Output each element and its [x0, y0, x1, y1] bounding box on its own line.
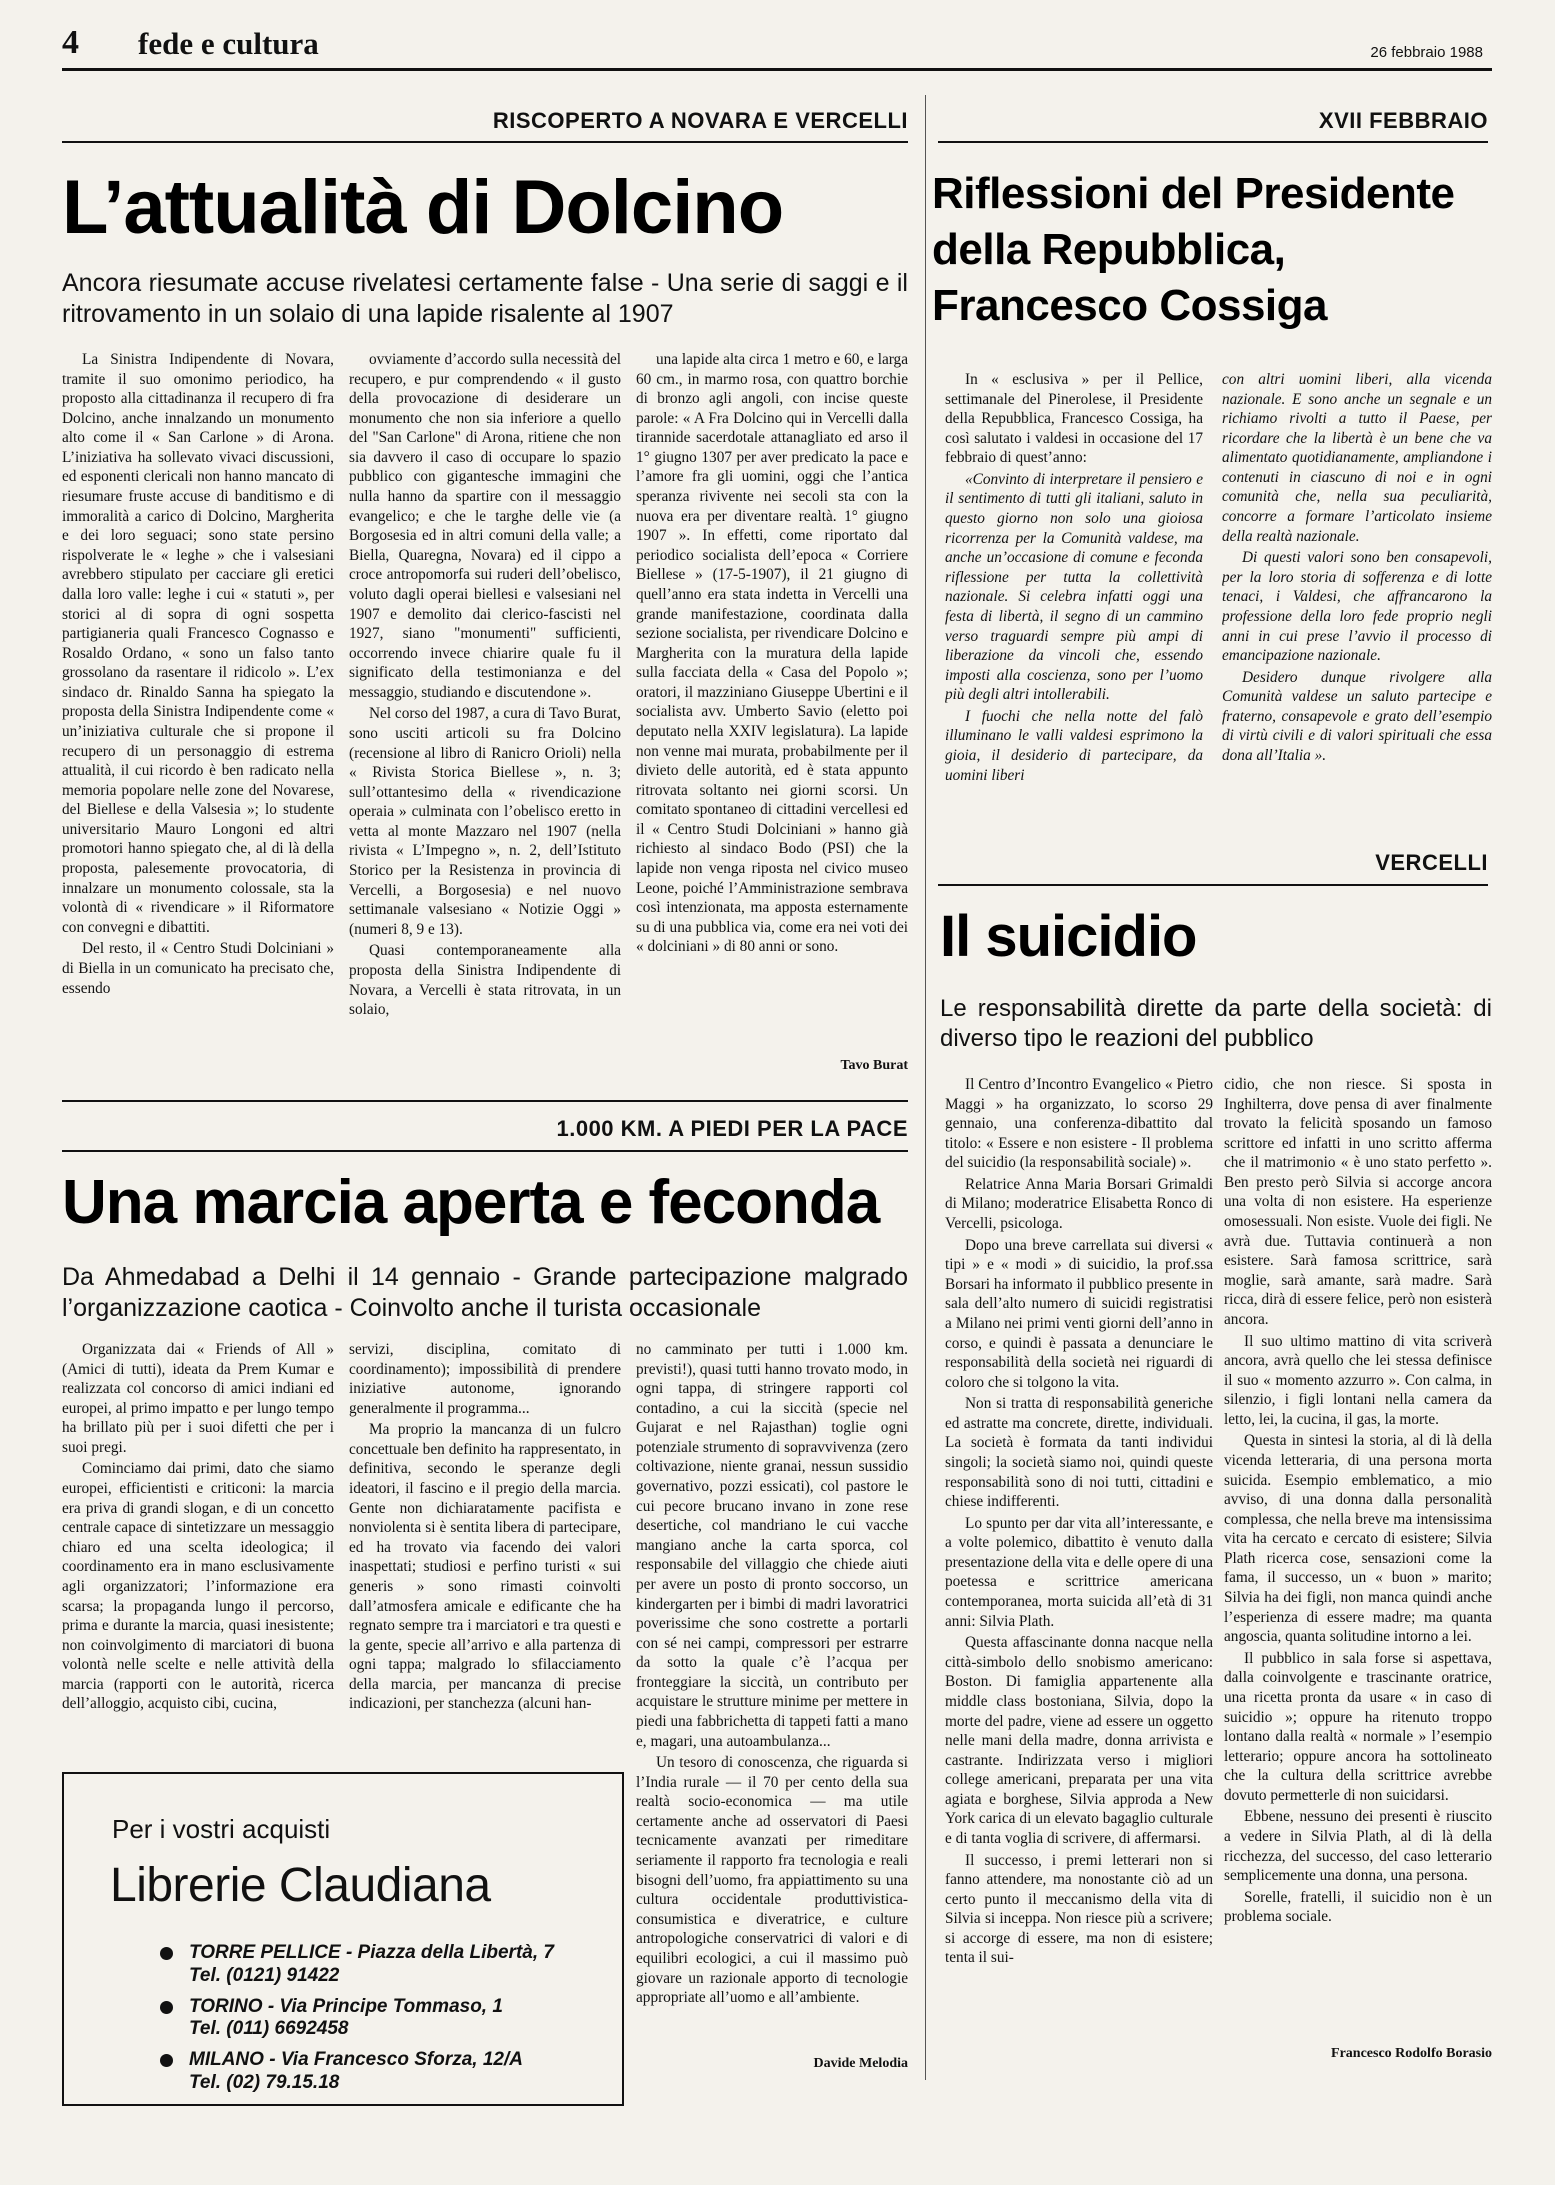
dolcino-kicker: RISCOPERTO A NOVARA E VERCELLI [492, 108, 908, 133]
marcia-headline: Una marcia aperta e feconda [62, 1168, 880, 1237]
marcia-top-rule [62, 1100, 908, 1102]
bullet-icon [160, 2054, 173, 2067]
marcia-column-1 [62, 1340, 334, 1756]
paragraph: cidio, che non riesce. Si sposta in Inghilterra, dove pensa di aver finalmente trovato la felicità sposando un famoso scrittore ed infatti in uno scritto afferma che il matrimonio « è uno stato perfetto ». Ben presto però Silvia si accorge ancora una volta di non esistere. Ha esperienze omosessuali. Non esiste. Vuole dei figli. Ne avrà due. Tuttavia continuerà a non esistere. Sarà famosa scrittrice, sarà moglie, sarà amante, sarà madre. Sarà ricca, dirà di essere felice, però non esisterà ancora. [1224, 1076, 1492, 1328]
page-number: 4 [62, 24, 79, 61]
store-phone: Tel. (0121) 91422 [189, 1964, 340, 1986]
paragraph: Il suo ultimo mattino di vita scriverà ancora, avrà quello che lei stessa definisce il suo « momento azzurro ». Con calma, in silenzio, i figli lontani nella camera da letto, lei, la cucina, il gas, la morte. [1224, 1332, 1492, 1428]
paragraph: Desidero dunque rivolgere alla Comunità valdese un saluto partecipe e fraterno, consapevole e grato dell’esempio di virtù civili e di valori spirituali che essa dona all’Italia ». [1222, 668, 1492, 764]
paragraph: Il pubblico in sala forse si aspettava, dalla coinvolgente e trascinante oratrice, una ricetta pronta da usare « in caso di suicidio »; oppure ha ritenuto troppo lontano dalla realtà « normale » l’esempio letterario; oppure ancora ha sottolineato che la cultura della scrittrice avrebbe dovuto permetterle di non suicidarsi. [1224, 1649, 1492, 1804]
bullet-icon [160, 2001, 173, 2014]
paragraph: Non si tratta di responsabilità generiche ed astratte ma concrete, dirette, individuali. La società è formata da tanti individui singoli; la società siamo noi, quindi queste responsabilità sono di noi tutti, cittadini e chiese indifferenti. [945, 1395, 1213, 1511]
paragraph: I fuochi che nella notte del falò illuminano le valli valdesi esprimono la gioia, il desiderio di partecipare, da uomini liberi [945, 707, 1203, 784]
paragraph: Dopo una breve carrellata sui diversi « tipi » e « modi » di suicidio, la prof.ssa Borsari ha informato il pubblico presente in sala dell’alto numero di suicidi registratisi a Milano nei primi venti giorni dell’anno in corso, e quindi è passata a denunciare le responsabilità della società nei riguardi di coloro che si tolgono la vita. [945, 1236, 1213, 1391]
paragraph: Nel corso del 1987, a cura di Tavo Burat, sono usciti articoli su fra Dolcino (recensione al libro di Ranicro Orioli) nella « Rivista Storica Biellese », n. 3; sull’ottantesimo della « rivendicazione operaia » culminata con l’obelisco eretto in vetta al monte Mazzaro nel 1907 (nella rivista « L’Impegno », n. 2, dell’Istituto Storico per la Resistenza in provincia di Vercelli, a Borgosesia) e nel nuovo settimanale valsesiano « Notizie Oggi » (numeri 8, 9 e 13). [349, 705, 621, 938]
dolcino-signature: Tavo Burat [840, 1058, 908, 1073]
masthead-rule [62, 68, 1492, 71]
bullet-icon [160, 1947, 173, 1960]
paragraph: Organizzata dai « Friends of All » (Amici di tutti), ideata da Prem Kumar e realizzata col concorso di amici indiani ed europei, al primo impatto e per lungo tempo ha brillato più per i suoi difetti che per i suoi pregi. [62, 1341, 334, 1456]
dolcino-headline: L’attualità di Dolcino [62, 165, 784, 250]
paragraph: Sorelle, fratelli, il suicidio non è un problema sociale. [1224, 1888, 1492, 1926]
paragraph: Ebbene, nessuno dei presenti è riuscito a vedere in Silvia Plath, al di là della ricchezza, del successo, del caso letterario semplicemente una donna, una persona. [1224, 1808, 1492, 1885]
section-name: fede e cultura [138, 26, 319, 61]
dolcino-column-3 [636, 350, 908, 1050]
paragraph: Relatrice Anna Maria Borsari Grimaldi di Milano; moderatrice Elisabetta Ronco di Vercelli, psicologa. [945, 1175, 1213, 1233]
paragraph: una lapide alta circa 1 metro e 60, e larga 60 cm., in marmo rosa, con quattro borchie di bronzo agli angoli, con incise queste parole: « A Fra Dolcino qui in Vercelli dalla tirannide sacerdotale attanagliato ed arso il 1° giugno 1307 per aver predicato la pace e l’amore fra gli uomini, oggi che l’antica speranza rivivente nei secoli sta con la nuova era per diventare realtà. 1° giugno 1907 ». In effetti, come riportato dal periodico socialista dell’epoca « Corriere Biellese » (17-5-1907), il 21 giugno di quell’anno era stata indetta in Vercelli una grande manifestazione, coordinata dalla sezione socialista, per rivendicare Dolcino e Margherita con la muratura della lapide sulla facciata della « Casa del Popolo »; oratori, il mazziniano Giuseppe Ubertini e il socialista avv. Umberto Savio (eletto poi deputato nella XXIV legislatura). La lapide non venne mai murata, probabilmente per il divieto delle autorità, ed è stata appunto ritrovata soltanto nei giorni scorsi. Un comitato spontaneo di cittadini vercellesi ed il « Centro Studi Dolciniani » hanno già richiesto al sindaco Bodo (PSI) che la lapide non venga riposta nel civico museo Leone, poiché l’Amministrazione sembrava così intenzionata, ma apposta esternamente su di una pubblica via, come era nei voti dei « dolciniani » di 80 anni or sono. [636, 351, 908, 956]
suicidio-column-1 [945, 1075, 1213, 2075]
marcia-deck: Da Ahmedabad a Delhi il 14 gennaio - Grande partecipazione malgrado l’organizzazione caotica - Coinvolto anche il turista occasionale [62, 1263, 908, 1322]
marcia-column-3 [636, 1340, 908, 2040]
paragraph: Un tesoro di conoscenza, che riguarda si l’India rurale — il 70 per cento della sua realtà socio-economica — ma utile certamente anche ad osservatori di Paesi tecnicamente avanzati per rimeditare seriamente il rapporto fra tecnologia e reali bisogni dell’uomo, fra appiattimento su una cultura occidentale produttivistica-consumistica e diveratrice, e culture antropologiche conservatrici di valori e di equilibri ecologici, a cui il massimo può giovare un razionale apporto di tecnologie appropriate all’uomo e all’ambiente. [636, 1754, 908, 2007]
store-address: MILANO - Via Francesco Sforza, 12/A [189, 2049, 523, 2071]
paragraph: Questa in sintesi la storia, al di là della vicenda letteraria, di una persona morta suicida. Esempio emblematico, a mio avviso, di una donna dalla personalità complessa, che nella breve ma intensissima vita ha cercato e cercato di esistere; Silvia Plath ricerca cose, sensazioni come la fama, il successo, un « buon » marito; Silvia ha dei figli, non manca quindi anche l’esperienza di essere madre; ma quanta angoscia, quanta solitudine intorno a lei. [1224, 1432, 1492, 1646]
paragraph: no camminato per tutti i 1.000 km. previsti!), quasi tutti hanno trovato modo, in ogni tappa, di stringere rapporti col contadino, a cui la siccità (specie nel Gujarat e nel Rajasthan) toglie ogni potenziale strumento di sopravvivenza (zero coltivazione, niente granai, nessun sussidio governativo, pozzi essicati), col pastore le cui pecore brucano invano in zone rese desertiche, col mandriano le cui vacche mangiano anche la carta sporca, col responsabile del villaggio che chiede aiuti per avere un posto di pronto soccorso, un kindergarten per i bimbi di madri lavoratrici poverissime che sono costrette a portarli con sé nei campi, compressori per estrarre da sotto la quale c’è l’acqua per fronteggiare la siccità, un contributo per acquistare le strutture minime per mettere in piedi una fabbrichetta di tappeti fatti a mano e, magari, una autoambulanza... [636, 1341, 908, 1750]
paragraph: Ma proprio la mancanza di un fulcro concettuale ben definito ha rappresentato, in definitiva, secondo le speranze degli ideatori, il fascino e il pregio della marcia. Gente non dichiaratamente pacifista e nonviolenta si è sentita libera di partecipare, ed ha trovato via facendo dei valori inaspettati; studiosi e perfino turisti « sui generis » sono rimasti coinvolti dall’atmosfera amicale e edificante che ha regnato sempre tra i marciatori e tra questi e la gente, specie all’arrivo e alla partenza di ogni tappa; malgrado lo sfilacciamento della marcia, per mancanza di precise indicazioni, per stanchezza (alcuni han- [349, 1421, 621, 1713]
paragraph: Del resto, il « Centro Studi Dolciniani » di Biella in un comunicato ha precisato che, essendo [62, 940, 334, 997]
ad-intro: Per i vostri acquisti [112, 1814, 331, 1844]
ad-title: Librerie Claudiana [110, 1859, 491, 1912]
cossiga-headline-line: Francesco Cossiga [932, 280, 1327, 330]
store-address: TORRE PELLICE - Piazza della Libertà, 7 [189, 1942, 554, 1963]
ad-store [160, 1996, 610, 2042]
suicidio-signature: Francesco Rodolfo Borasio [1331, 2046, 1492, 2061]
masthead [0, 0, 1555, 70]
paragraph: Lo spunto per dar vita all’interessante, e a volte polemico, dibattito è venuto dalla presentazione della vita e delle opere di una poetessa e scrittrice americana contemporanea, morta suicida all’età di 31 anni: Silvia Plath. [945, 1514, 1213, 1630]
cossiga-kicker: XVII FEBBRAIO [1318, 108, 1488, 133]
suicidio-deck: Le responsabilità dirette da parte della società: di diverso tipo le reazioni del pubblico [940, 995, 1492, 1052]
cossiga-column-1 [945, 370, 1203, 838]
store-phone: Tel. (011) 6692458 [189, 2018, 349, 2040]
paragraph: Questa affascinante donna nacque nella città-simbolo dello snobismo americano: Boston. Di famiglia appartenente alla middle class bostoniana, Silvia, dopo la morte del padre, viene ad essere un oggetto nelle mani della madre, donna arrivista e castrante. Indirizzata verso i migliori college americani, preparata per una vita agiata e borghese, Silvia approda a New York carica di un elevato bagaglio culturale e di tanta voglia di scrivere, di affermarsi. [945, 1634, 1213, 1847]
paragraph: ovviamente d’accordo sulla necessità del recupero, e pur comprendendo « il gusto della provocazione di desiderare un monumento che non sia inferiore a quello del "San Carlone" di Arona, ritiene che non sia davvero il caso di occupare lo spazio pubblico con gigantesche immagini che nulla hanno da spartire con il messaggio evangelico; e che le targhe delle vie (a Borgosesia ed in altri comuni della valle; a Biella, Quaregna, Novara) ed il cippo a croce antropomorfa sui ruderi dell’obelisco, voluto dagli operai biellesi e valsesiani nel 1907 e demolito dai clerico-fascisti nel 1927, siano "monumenti" sufficienti, occorrendo invece chiarire quale fu il significato della testimonianza e del messaggio, studiando e discutendone ». [349, 351, 621, 701]
dolcino-column-1 [62, 350, 334, 1072]
suicidio-kicker-rule [938, 884, 1488, 886]
suicidio-headline: Il suicidio [940, 904, 1197, 969]
paragraph: con altri uomini liberi, alla vicenda nazionale. E sono anche un segnale e un richiamo rivolti a tutto il Paese, per ricordare che la libertà è un bene che va alimentato quotidianamente, ampliandone i contenuti in ciascuno di noi e in ogni comunità che, nella sua peculiarità, concorre a formare l’articolato insieme della realtà nazionale. [1222, 371, 1492, 545]
dolcino-column-2 [349, 350, 621, 1072]
paragraph: Quasi contemporaneamente alla proposta della Sinistra Indipendente di Novara, a Vercelli è stata ritrovata, in un solaio, [349, 942, 621, 1019]
paragraph: servizi, disciplina, comitato di coordinamento); impossibilità di prendere iniziative autonome, ignorando generalmente il programma... [349, 1341, 621, 1417]
ad-store-list [160, 1942, 610, 2103]
store-address: TORINO - Via Principe Tommaso, 1 [189, 1995, 503, 2017]
cossiga-kicker-rule [938, 141, 1488, 143]
cossiga-headline [932, 166, 1492, 334]
paragraph: «Convinto di interpretare il pensiero e il sentimento di tutti gli italiani, saluto in questo giorno non solo una gioiosa ricorrenza per la Comunità valdese, ma anche un’occasione di comune e feconda riflessione per tutta la collettività nazionale. Si celebra infatti oggi una festa di libertà, il segno di un cammino verso traguardi sempre più ampi di liberazione da vincoli che, essendo imposti alla coscienza, sono per l’uomo più degli altri intollerabili. [945, 470, 1203, 704]
paragraph: Il Centro d’Incontro Evangelico « Pietro Maggi » ha organizzato, lo scorso 29 gennaio, una conferenza-dibattito dal titolo: « Essere e non esistere - Il problema del suicidio (la responsabilità sociale) ». [945, 1076, 1213, 1172]
cossiga-headline-line: della Repubblica, [932, 224, 1286, 274]
marcia-signature: Davide Melodia [813, 2056, 908, 2071]
store-phone: Tel. (02) 79.15.18 [189, 2071, 340, 2093]
dolcino-kicker-rule [62, 141, 908, 143]
cossiga-column-2 [1222, 370, 1492, 838]
ad-store [160, 1942, 610, 1988]
issue-date: 26 febbraio 1988 [1370, 44, 1483, 61]
paragraph: In « esclusiva » per il Pellice, settimanale del Pinerolese, il Presidente della Repubblica, Francesco Cossiga, ha così salutato i valdesi in occasione del 17 febbraio di quest’anno: [945, 371, 1203, 467]
cossiga-headline-line: Riflessioni del Presidente [932, 169, 1455, 218]
ad-store [160, 2049, 610, 2095]
dolcino-deck: Ancora riesumate accuse rivelatesi certamente false - Una serie di saggi e il ritrovamento in un solaio di una lapide risalente al 1907 [62, 269, 908, 328]
suicidio-column-2 [1224, 1075, 1492, 2040]
paragraph: Il successo, i premi letterari non si fanno attendere, ma nonostante ciò ad un certo punto il meccanismo della vita di Silvia si inceppa. Non riesce più a scrivere; si accorge di essere, ma non di esistere; tenta il sui- [945, 1851, 1213, 1967]
marcia-column-2 [349, 1340, 621, 1756]
marcia-kicker: 1.000 KM. A PIEDI PER LA PACE [556, 1116, 908, 1141]
suicidio-kicker: VERCELLI [1375, 850, 1488, 875]
column-divider [925, 95, 926, 2080]
paragraph: La Sinistra Indipendente di Novara, tramite il suo omonimo periodico, ha proposto alla cittadinanza il recupero di fra Dolcino, anche innalzando un monumento alto come il « San Carlone » di Arona. L’iniziativa ha sollevato vivaci discussioni, ed esponenti clericali non hanno mancato di riesumare fruste accuse di banditismo e di immoralità a carico di Dolcino, Margherita e dei loro seguaci; sono state persino rispolverate le « leghe » che i valsesiani avrebbero stipulato per cacciare gli eretici dalla loro valle: leghe i cui « statuti », per storici al di sopra di ogni sospetta partigianeria quali Francesco Cognasso e Rosaldo Ordano, « sono un falso tanto grossolano da rasentare il ridicolo ». L’ex sindaco dr. Rinaldo Sanna ha spiegato la proposta della Sinistra Indipendente come « un’iniziativa culturale che si propone il recupero di un personaggio di estrema attualità, il cui ricordo è ben radicato nella memoria popolare nelle zone del Novarese, del Biellese e della Valsesia »; lo studente universitario Mauro Longoni ed altri promotori hanno spiegato che, al di là della proposta, palesemente provocatoria, di innalzare un monumento colossale, sta la volontà di « rivendicare » il Riformatore con convegni e dibattiti. [62, 351, 334, 936]
marcia-kicker-rule [62, 1150, 908, 1152]
paragraph: Cominciamo dai primi, dato che siamo europei, efficientisti e criticoni: la marcia era priva di grandi slogan, e di un concetto centrale capace di sintetizzare un messaggio chiaro ed una scelta ideologica; il coordinamento era in mano esclusivamente agli organizzatori; l’informazione era scarsa; la propaganda lungo il percorso, prima e durante la marcia, quasi inesistente; non coinvolgimento di marciatori di buona volontà nelle scelte e nelle attività della marcia (rapporti con le autorità, ricerca dell’alloggio, acquisto cibi, cucina, [62, 1460, 334, 1713]
paragraph: Di questi valori sono ben consapevoli, per la loro storia di sofferenza e di lotte tenaci, i Valdesi, che affrancarono la professione della loro fede proprio negli anni in cui prese l’avvio il processo di emancipazione nazionale. [1222, 549, 1492, 665]
claudiana-advertisement [62, 1772, 624, 2106]
